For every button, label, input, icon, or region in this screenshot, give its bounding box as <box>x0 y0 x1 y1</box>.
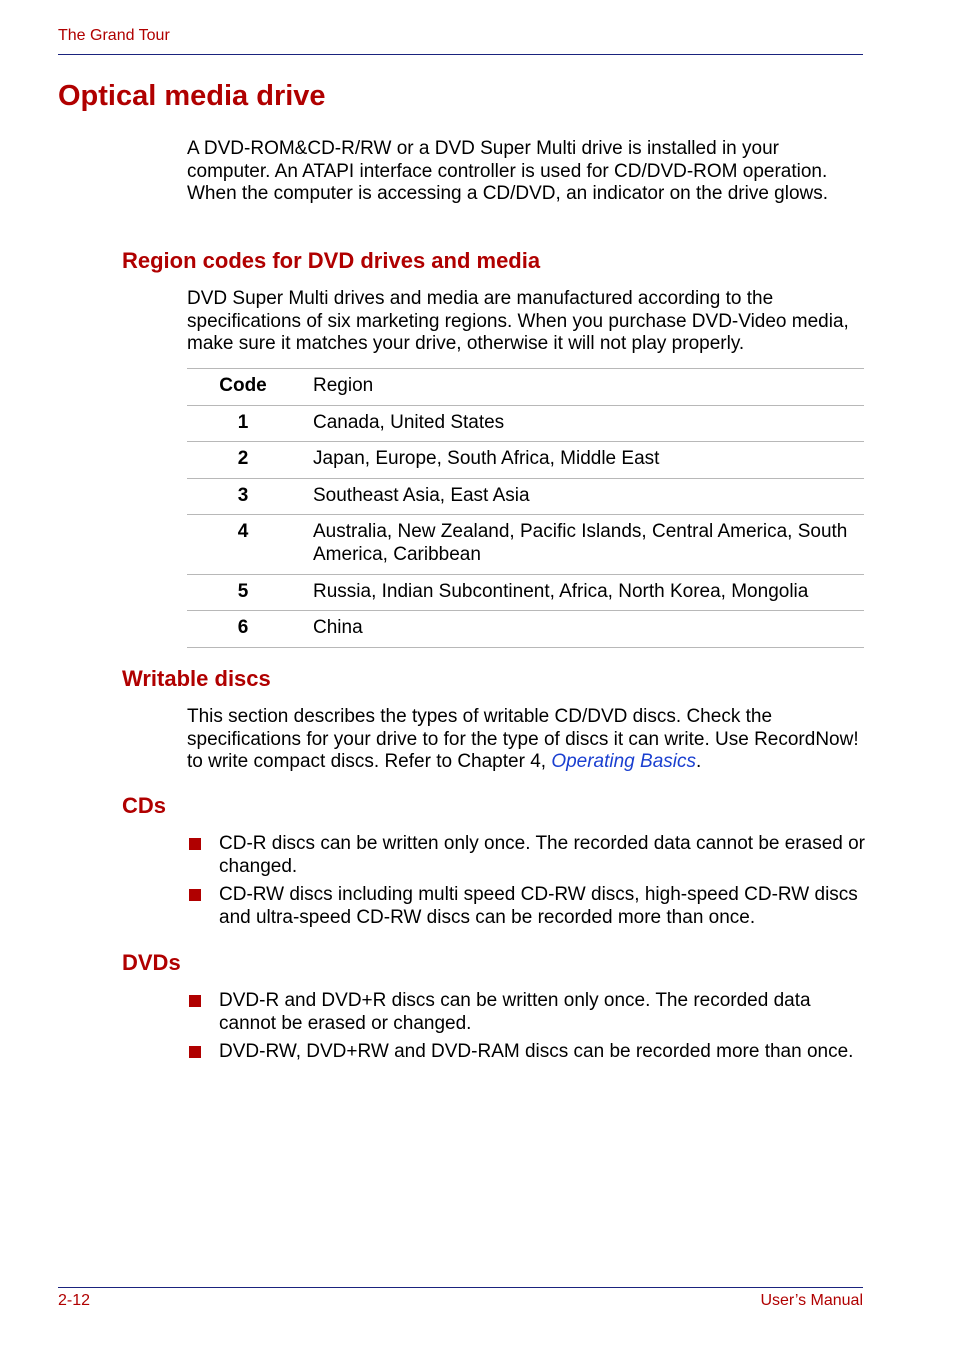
footer-manual-title: User’s Manual <box>760 1292 863 1309</box>
intro-paragraph: A DVD-ROM&CD-R/RW or a DVD Super Multi drive is installed in your computer. An ATAPI interface controller is used for CD/DVD-ROM operation. When the computer is accessing a CD/DVD, an indicator on the drive glows. <box>187 138 829 205</box>
list-item <box>187 990 867 1035</box>
column-header-region: Region <box>313 369 864 406</box>
region-code-cell: 6 <box>187 611 313 648</box>
list-item-text: CD-RW discs including multi speed CD-RW discs, high-speed CD-RW discs and ultra-speed CD-RW discs can be recorded more than once. <box>219 884 858 928</box>
operating-basics-link[interactable]: Operating Basics <box>551 751 696 773</box>
table-row <box>187 611 864 648</box>
region-code-cell: 1 <box>187 405 313 442</box>
table-row <box>187 442 864 479</box>
region-name-cell: Russia, Indian Subcontinent, Africa, North Korea, Mongolia <box>313 574 864 611</box>
region-code-cell: 5 <box>187 574 313 611</box>
header-rule <box>58 54 863 55</box>
list-item <box>187 833 867 878</box>
page-title: Optical media drive <box>58 80 326 112</box>
writable-text: This section describes the types of writable CD/DVD discs. Check the specifications for your drive to for the type of discs it can write. Use RecordNow! to write compact discs. Refer to Chapter 4, <box>187 706 859 773</box>
cds-list <box>187 833 867 935</box>
list-item <box>187 1041 867 1064</box>
region-name-cell: China <box>313 611 864 648</box>
writable-discs-paragraph <box>187 706 867 774</box>
region-codes-heading: Region codes for DVD drives and media <box>122 248 541 273</box>
region-name-cell: Japan, Europe, South Africa, Middle East <box>313 442 864 479</box>
region-name-cell: Australia, New Zealand, Pacific Islands, Central America, South America, Caribbean <box>313 515 864 574</box>
list-item-text: DVD-R and DVD+R discs can be written only once. The recorded data cannot be erased or changed. <box>219 990 811 1034</box>
list-item-text: CD-R discs can be written only once. The recorded data cannot be erased or changed. <box>219 833 865 877</box>
dvds-heading: DVDs <box>122 950 181 975</box>
table-row <box>187 478 864 515</box>
region-code-cell: 3 <box>187 478 313 515</box>
dvds-list <box>187 990 867 1070</box>
bullet-square-icon <box>189 995 201 1007</box>
table-row <box>187 405 864 442</box>
bullet-square-icon <box>189 889 201 901</box>
region-name-cell: Southeast Asia, East Asia <box>313 478 864 515</box>
region-codes-paragraph: DVD Super Multi drives and media are manufactured according to the specifications of six marketing regions. When you purchase DVD-Video media, make sure it matches your drive, otherwise it will not play properly. <box>187 288 849 355</box>
column-header-code: Code <box>187 369 313 406</box>
list-item <box>187 884 867 929</box>
cds-heading: CDs <box>122 793 167 818</box>
table-row <box>187 515 864 574</box>
writable-text-end: . <box>696 751 702 773</box>
writable-discs-heading: Writable discs <box>122 666 271 691</box>
list-item-text: DVD-RW, DVD+RW and DVD-RAM discs can be recorded more than once. <box>219 1041 854 1063</box>
footer-rule <box>58 1287 863 1288</box>
table-row <box>187 574 864 611</box>
page-number: 2-12 <box>58 1292 91 1309</box>
bullet-square-icon <box>189 838 201 850</box>
table-header-row <box>187 369 864 406</box>
bullet-square-icon <box>189 1046 201 1058</box>
running-header: The Grand Tour <box>58 27 170 44</box>
region-code-table <box>187 368 864 648</box>
region-code-cell: 4 <box>187 515 313 574</box>
region-code-cell: 2 <box>187 442 313 479</box>
region-name-cell: Canada, United States <box>313 405 864 442</box>
